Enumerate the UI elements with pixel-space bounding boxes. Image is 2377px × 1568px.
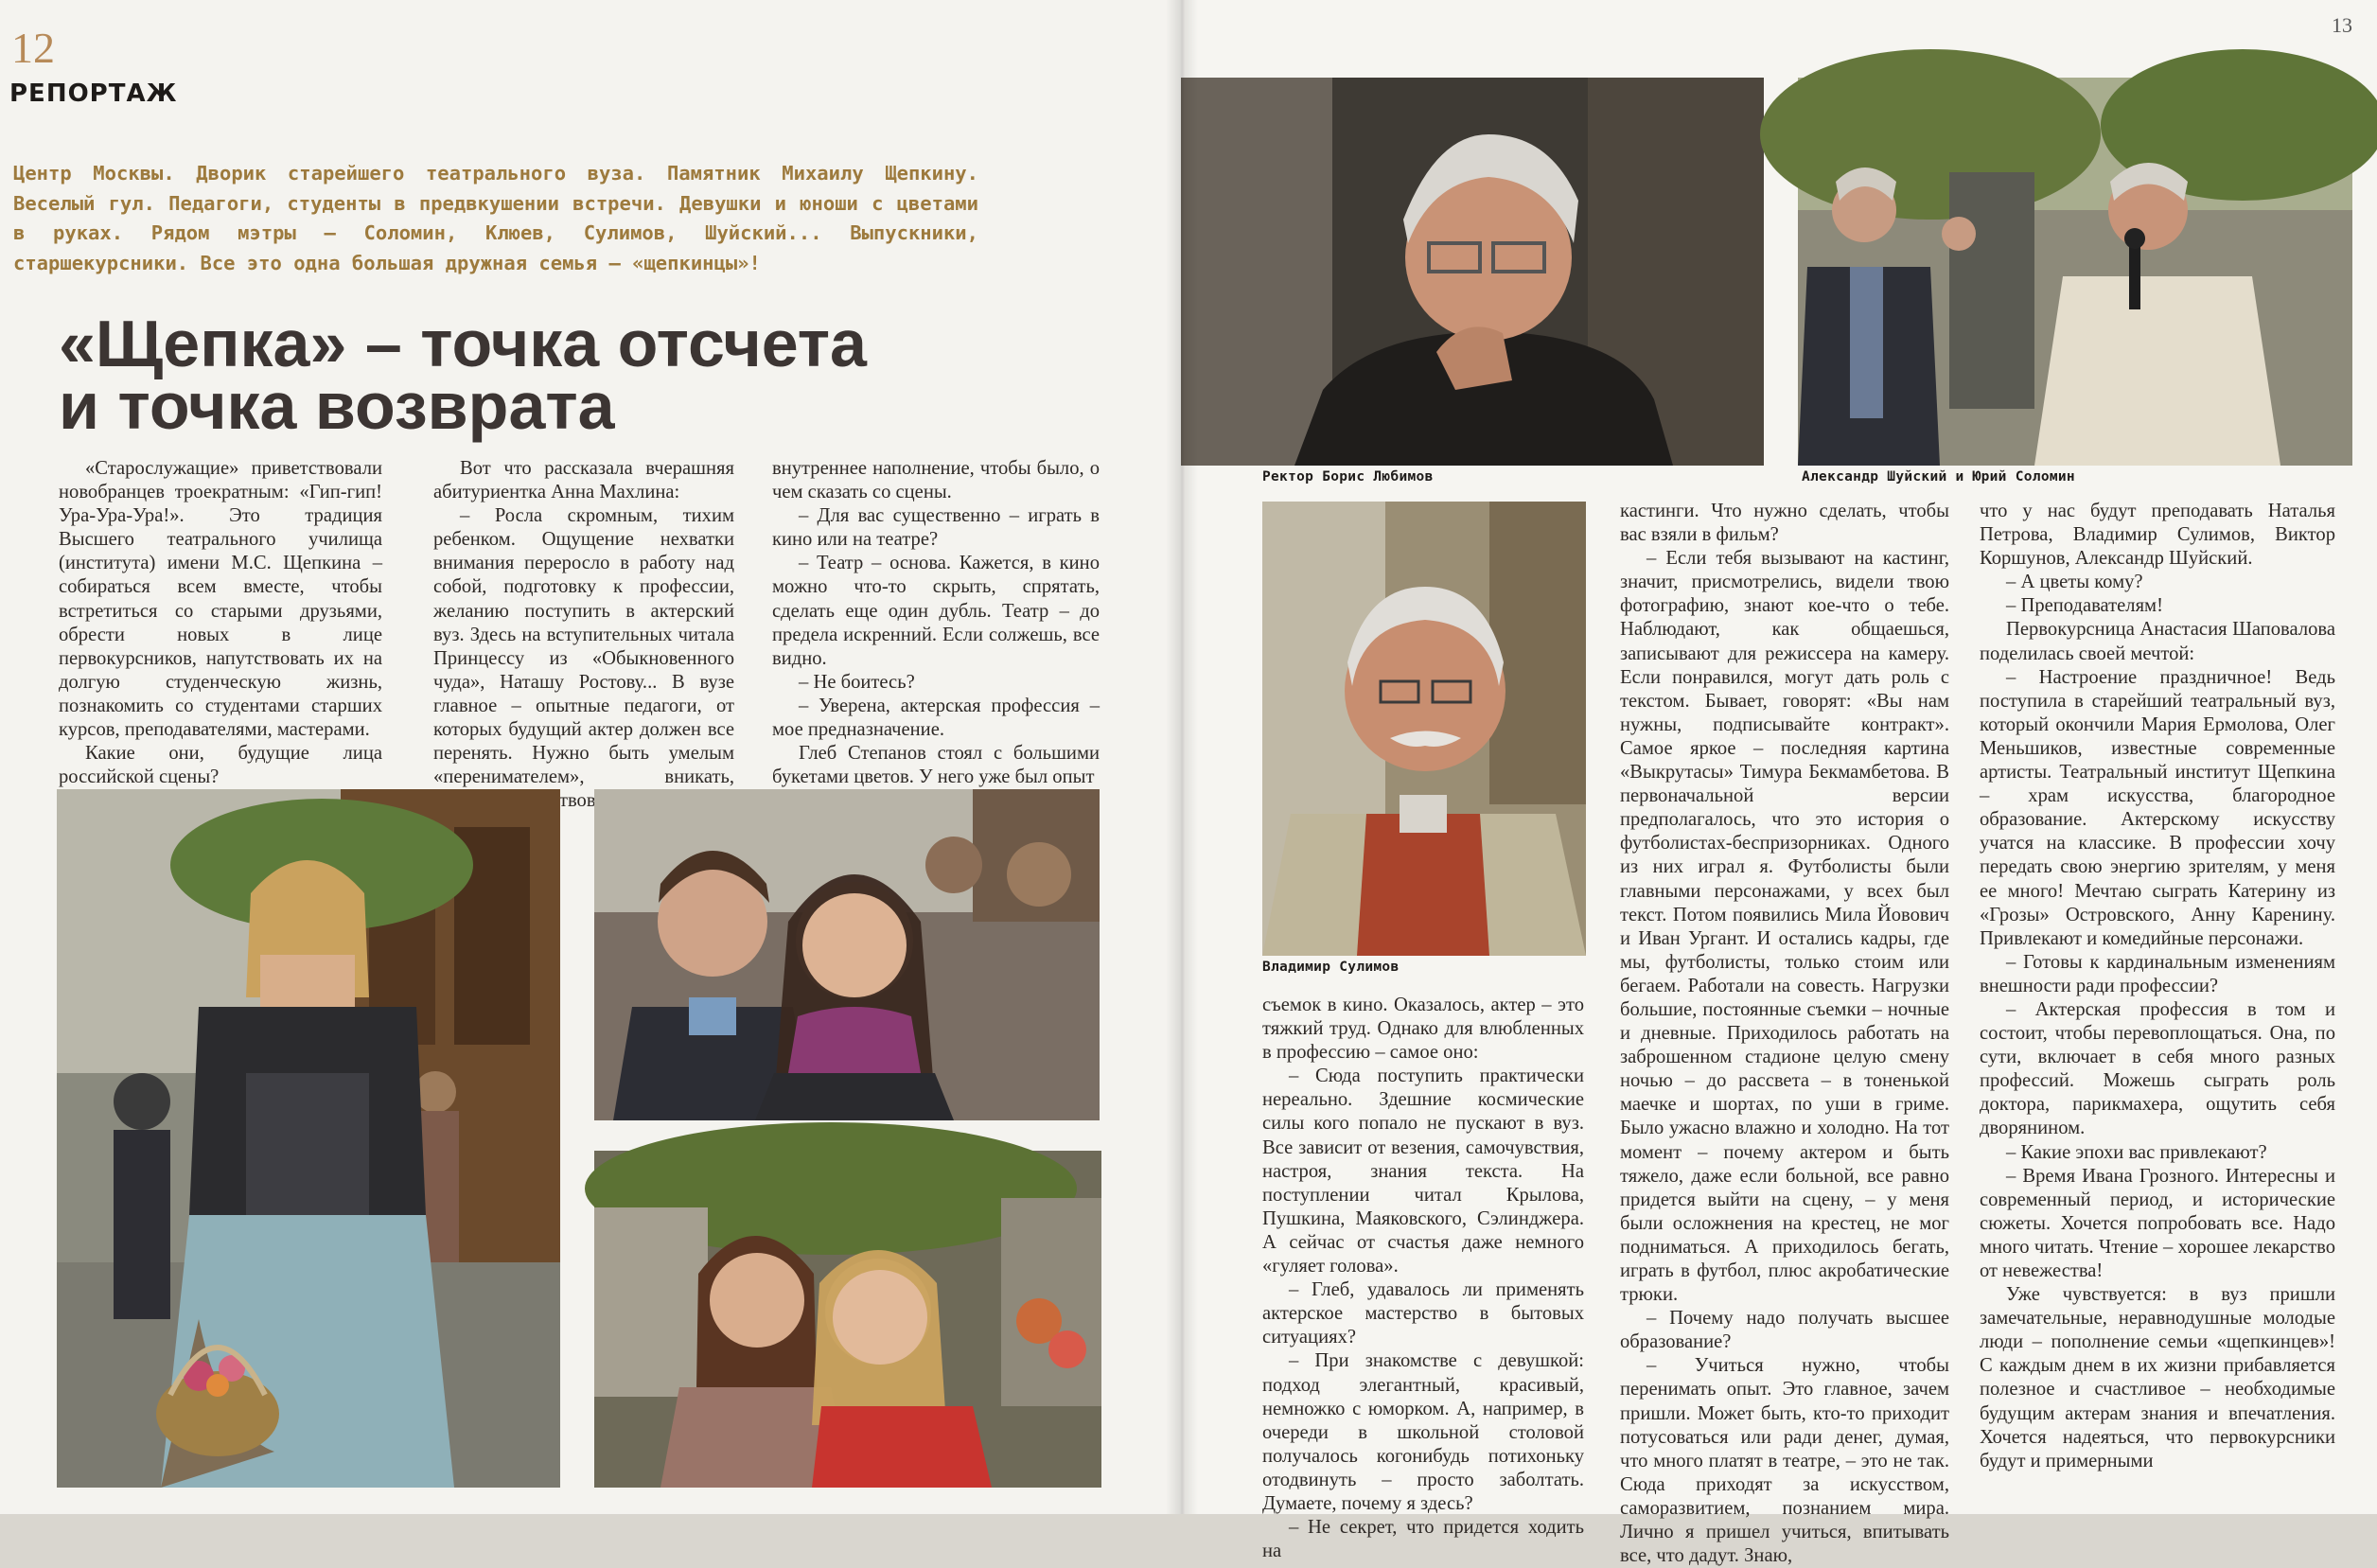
paragraph: – Время Ивана Грозного. Интересны и современный период, и исторические сюжеты. Хочется попробовать все. Надо много читать. Чтение – хорошее лекарство от невежества! xyxy=(1980,1165,2335,1281)
caption-sulimov: Владимир Сулимов xyxy=(1262,960,1400,975)
photo-sulimov xyxy=(1262,502,1586,956)
paragraph: – Росла скромным, тихим ребенком. Ощущение нехватки внимания переросло в работу над собой, подготовку к профессии, желанию поступить в актерский вуз. Здесь на вступительных читала Принцессу из «Обыкновенного чуда», Наташу Ростову... В вузе главное – опытные педагоги, от которых будущий актер должен все перенять. Нужно быть умелым «перенимателем», вникать, чувствовать. xyxy=(433,505,734,812)
text-column-5 xyxy=(1620,500,1949,1568)
paragraph: Первокурсница Анастасия Шаповалова поделилась своей мечтой: xyxy=(1980,619,2335,664)
paragraph: кастинги. Что нужно сделать, чтобы вас взяли в фильм? xyxy=(1620,501,1949,546)
page-number-right: 13 xyxy=(2332,13,2352,37)
paragraph: – Для вас существенно – играть в кино или на театре? xyxy=(772,505,1100,551)
paragraph: – Какие эпохи вас привлекают? xyxy=(2006,1141,2267,1163)
text-column-4 xyxy=(1262,994,1584,1563)
left-page xyxy=(0,0,1181,1514)
paragraph: Какие они, будущие лица российской сцены? xyxy=(59,743,382,788)
paragraph: – Почему надо получать высшее образование? xyxy=(1620,1308,1949,1353)
right-page xyxy=(1181,0,2377,1567)
paragraph: – Настроение праздничное! Ведь поступила в старейший театральный вуз, который окончили Мария Ермолова, Олег Меньшиков, известные современные артисты. Театральный институт Щепкина – храм искусства, благородное образование. Актерскому искусству учатся на классике. В профессии хочу передать свою энергию зрителям, у меня ее много! Мечтаю сыграть Катерину из «Грозы» Островского, Анну Каренину. Привлекают и комедийные персонажи. xyxy=(1980,666,2335,949)
paragraph: – Если тебя вызывают на кастинг, значит, присмотрелись, видели твою фотографию, знают кое-что о тебе. Наблюдают, как общаешься, записывают для режиссера на камеру. Если понравился, могут дать роль с текстом. Бывает, говорят: «Вы нам нужны, подписывайте контракт». Самое яркое – последняя картина «Выкрутасы» Тимура Бекмамбетова. В первоначальной версии предполагалось, что это история о футболистах-беспризорниках. Одного из них играл я. Футболисты были главными персонажами, у всех был текст. Потом появились Мила Йовович и Иван Ургант. И остались кадры, где мы, футболисты, только стоим или бегаем. Работали на совесть. Нагрузки большие, постоянные съемки – ночные и дневные. Приходилось работать на заброшенном стадионе целую смену ночью – до рассвета – в тоненькой маечке и шортах, по уши в гриме. Было ужасно влажно и холодно. На тот момент – почему актером и быть тяжело, даже если больной, все равно придется выйти на сцену, – у меня были осложнения на крестец, не мог подниматься. А приходилось бегать, играть в футбол, плюс акробатические трюки. xyxy=(1620,548,1949,1306)
text-column-2 xyxy=(433,457,734,813)
headline-line-1: «Щепка» – точка отсчета xyxy=(59,307,867,380)
paragraph: внутреннее наполнение, чтобы было, о чем сказать со сцены. xyxy=(772,458,1100,503)
text-column-6 xyxy=(1980,500,2335,1473)
page-number-left: 12 xyxy=(11,24,55,72)
photo-lyubimov xyxy=(1181,78,1764,466)
paragraph: «Старослужащие» приветствовали новобранцев троекратным: «Гип-гип! Ура-Ура-Ура!». Это традиция Высшего театрального училища (института) имени М.С. Щепкина – собираться всем вместе, чтобы встретиться со старыми друзьями, обрести новых в лице первокурсников, напутствовать их на долгую студенческую жизнь, познакомить со студентами старших курсов, преподавателями, мастерами. xyxy=(59,458,382,741)
article-headline xyxy=(59,307,1081,443)
paragraph: что у нас будут преподавать Наталья Петрова, Владимир Сулимов, Виктор Коршунов, Александр Шуйский. xyxy=(1980,501,2335,570)
paragraph: – При знакомстве с девушкой: подход элегантный, красивый, немножко с юморком. А, например, в очереди в школьной столовой получалось когонибудь потихоньку отодвинуть – просто заболтать. Думаете, почему я здесь? xyxy=(1262,1350,1584,1514)
photo-students-couple xyxy=(594,789,1100,1120)
paragraph: съемок в кино. Оказалось, актер – это тяжкий труд. Однако для влюбленных в профессию – самое оно: xyxy=(1262,995,1584,1064)
paragraph: – А цветы кому? xyxy=(2006,572,2143,593)
photo-girl-with-basket xyxy=(57,789,560,1488)
photo-two-girls xyxy=(594,1151,1101,1488)
paragraph: Уже чувствуется: в вуз пришли замечательные, неравнодушные молодые люди – пополнение семьи «щепкинцев»! С каждым днем в их жизни прибавляется полезное и счастливое – необходимые будущим актерам знания и впечатления. Хочется надеяться, что первокурсники будут и примерными xyxy=(1980,1284,2335,1471)
paragraph: – Не боитесь? xyxy=(799,671,915,693)
paragraph: – Актерская профессия в том и состоит, чтобы перевоплощаться. Она, по сути, включает в себя много разных профессий. Можешь сыграть роль доктора, парикмахера, ощутить себя дворянином. xyxy=(1980,998,2335,1139)
caption-lyubimov: Ректор Борис Любимов xyxy=(1262,469,1434,484)
paragraph: – Не секрет, что придется ходить на xyxy=(1262,1517,1584,1562)
caption-shuisky-solomin: Александр Шуйский и Юрий Соломин xyxy=(1802,469,2075,484)
paragraph: – Театр – основа. Кажется, в кино можно что-то скрыть, спрятать, сделать еще один дубль. Театр – до предела искренний. Если солжешь, все видно. xyxy=(772,553,1100,669)
lead-paragraph: Центр Москвы. Дворик старейшего театрального вуза. Памятник Михаилу Щепкину. Веселый гул. Педагоги, студенты в предвкушении встречи. Девушки и юноши с цветами в руках. Рядом мэтры – Соломин, Клюев, Сулимов, Шуйский... Выпускники, старшекурсники. Все это одна большая дружная семья – «щепкинцы»! xyxy=(13,162,978,274)
paragraph: Вот что рассказала вчерашняя абитуриентка Анна Махлина: xyxy=(433,458,734,503)
paragraph: – Преподавателям! xyxy=(2006,595,2163,617)
paragraph: Глеб Степанов стоял с большими букетами цветов. У него уже был опыт xyxy=(772,743,1100,788)
text-column-1 xyxy=(59,457,382,789)
section-title: РЕПОРТАЖ xyxy=(9,79,178,108)
headline-line-2: и точка возврата xyxy=(59,369,615,443)
spine-gutter xyxy=(1166,0,1198,1514)
paragraph: – Уверена, актерская профессия – мое предназначение. xyxy=(772,695,1100,741)
paragraph: – Сюда поступить практически нереально. Здешние космические силы кого попало не пускают в вуз. Все зависит от везения, самочувствия, настроя, знания текста. На поступлении читал Крылова, Пушкина, Маяковского, Сэлинджера. А сейчас от счастья даже немного «гуляет голова». xyxy=(1262,1066,1584,1277)
photo-shuisky-solomin xyxy=(1798,78,2352,466)
text-column-3 xyxy=(772,457,1100,789)
paragraph: – Готовы к кардинальным изменениям внешности ради профессии? xyxy=(1980,951,2335,996)
paragraph: – Учиться нужно, чтобы перенимать опыт. Это главное, зачем пришли. Может быть, кто-то приходит потусоваться или ради денег, думая, что много платят в театре, – это не так. Сюда приходят за искусством, саморазвитием, познанием мира. Лично я пришел учиться, впитывать все, что дадут. Знаю, xyxy=(1620,1355,1949,1567)
paragraph: – Глеб, удавалось ли применять актерское мастерство в бытовых ситуациях? xyxy=(1262,1279,1584,1348)
